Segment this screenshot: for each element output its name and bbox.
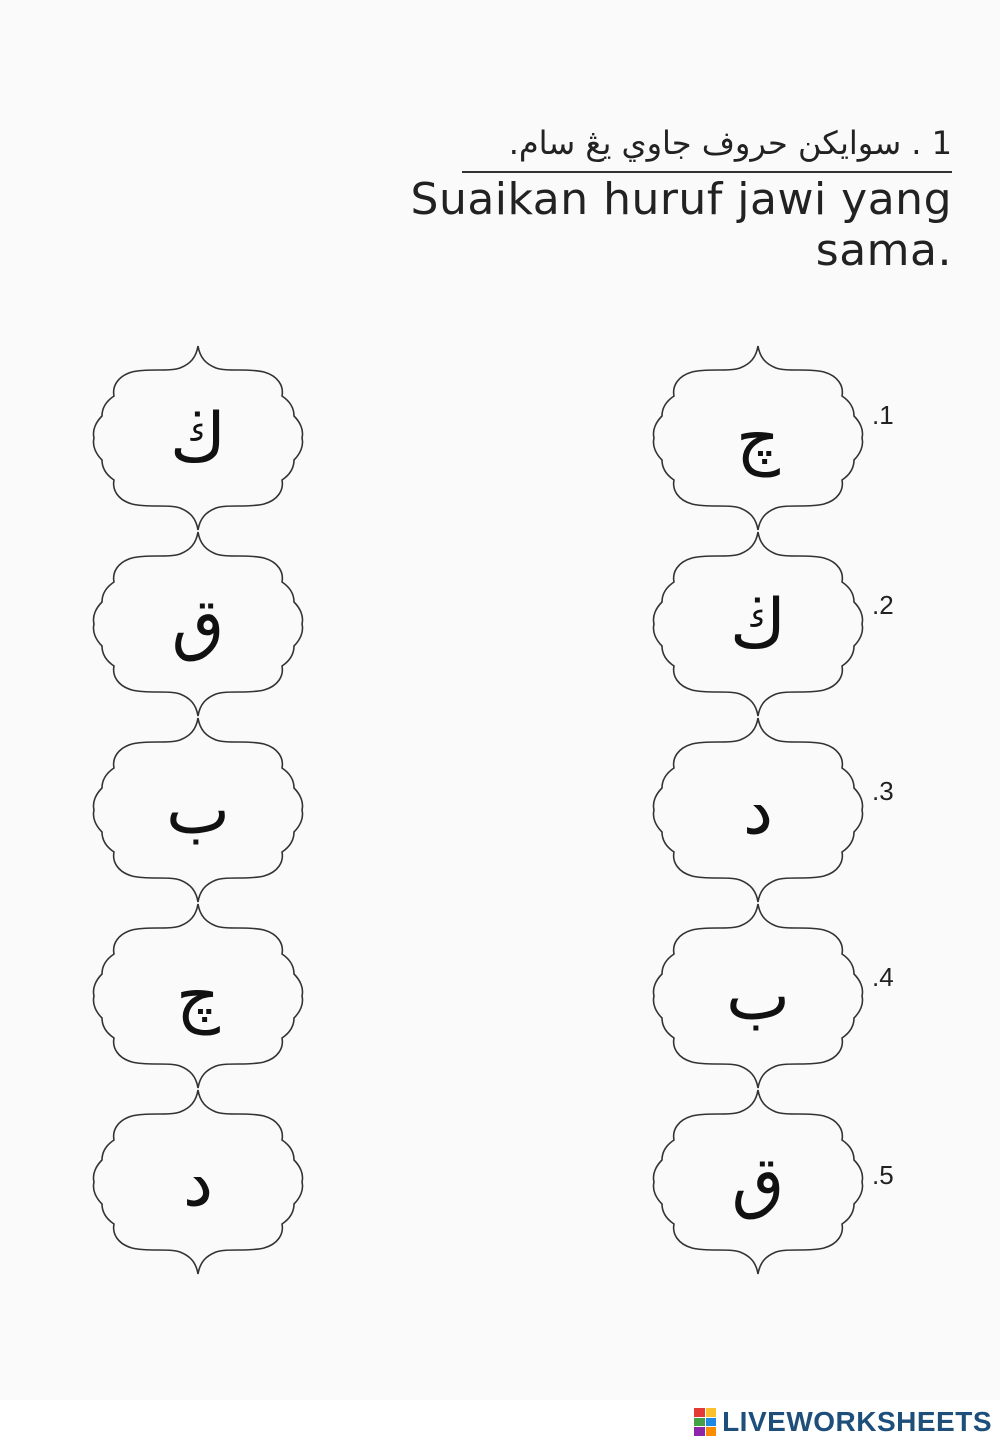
left-card-5[interactable] (88, 1082, 308, 1282)
right-card-letter: چ (736, 398, 780, 478)
right-card-5[interactable] (648, 1082, 868, 1282)
instruction-jawi: 1 . سوايكن حروف جاوي يڠ سام. (508, 124, 952, 162)
liveworksheets-brand[interactable] (694, 1406, 992, 1438)
right-card-letter: ڬ (729, 584, 787, 664)
liveworksheets-logo-icon (694, 1408, 716, 1436)
instruction-latin: Suaikan huruf jawi yang sama. (410, 174, 952, 276)
right-card-3[interactable] (648, 710, 868, 910)
left-card-4[interactable] (88, 896, 308, 1096)
right-card-number: .5 (872, 1160, 894, 1190)
left-card-letter: ڬ (169, 398, 227, 478)
right-card-2[interactable] (648, 524, 868, 724)
right-card-number: .3 (872, 776, 894, 806)
right-card-letter: د (742, 770, 774, 850)
brand-name: LIVEWORKSHEETS (722, 1406, 992, 1437)
instruction-underline (462, 171, 952, 173)
left-card-1[interactable] (88, 338, 308, 538)
right-card-1[interactable] (648, 338, 868, 538)
instruction-header (272, 118, 952, 276)
left-card-2[interactable] (88, 524, 308, 724)
left-card-letter: ب (166, 770, 231, 850)
right-card-number: .2 (872, 590, 894, 620)
right-card-number: .4 (872, 962, 894, 992)
left-card-letter: د (182, 1142, 214, 1222)
left-card-letter: ق (171, 584, 225, 664)
right-card-number: .1 (872, 400, 894, 430)
left-card-3[interactable] (88, 710, 308, 910)
right-card-4[interactable] (648, 896, 868, 1096)
left-card-letter: چ (176, 956, 220, 1036)
footer-bar (0, 1400, 1000, 1444)
right-card-letter: ب (726, 956, 791, 1036)
right-card-letter: ق (731, 1142, 785, 1222)
